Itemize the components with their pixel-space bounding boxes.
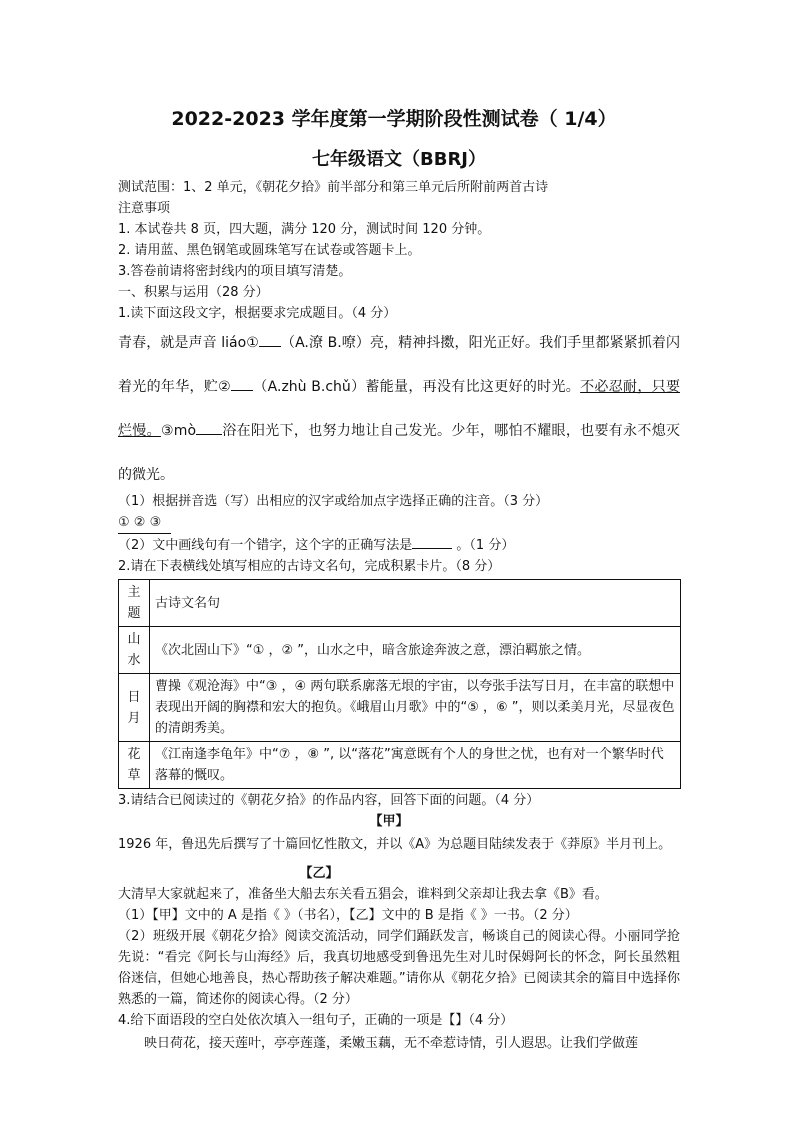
question-1-passage [118,321,680,497]
table-topic: 日月 [119,674,150,742]
question-2-stem: 2.请在下表横线处填写相应的古诗文名句，完成积累卡片。（8 分） [118,559,501,574]
notes-heading: 注意事项 [118,201,171,216]
note-item-3: 3.答卷前请将密封线内的项目填写清楚。 [118,264,352,279]
sub-2-text: （2）文中画线句有一个错字，这个字的正确写法是 [118,538,413,553]
jia-mark: 【甲】 [369,814,409,829]
note-item-2: 2. 请用蓝、黑色钢笔或圆珠笔写在试卷或答题卡上。 [118,243,421,258]
question-3-stem: 3.请结合已阅读过的《朝花夕拾》的作品内容，回答下面的问题。（4 分） [118,793,540,808]
table-topic: 山水 [119,627,150,674]
passage-part-1: 青春，就是声音 liáo① [118,335,259,351]
passage-part-2: （A.潦 B.嘹）亮，精神抖擞，阳光正好。我们手里都紧紧抓着闪着光的年华，贮② [118,335,680,395]
section-heading: 一、积累与运用（28 分） [118,285,269,300]
answer-blank-1[interactable] [259,332,281,347]
table-row [119,627,681,674]
note-item-1: 1. 本试卷共 8 页，四大题，满分 120 分，测试时间 120 分钟。 [118,222,491,237]
jia-text: 1926 年，鲁迅先后撰写了十篇回忆性散文，并以《A》为总题目陆续发表于《莽原》半月刊上。 [118,837,672,852]
answer-slots: ① ② ③ [118,512,171,534]
question-4-stem: 4.给下面语段的空白处依次填入一组句子，正确的一项是【】（4 分） [118,1013,514,1028]
page-subtitle: 七年级语文（BBRJ） [312,149,486,170]
question-1-sub-2 [118,534,680,556]
page-title: 2022-2023 学年度第一学期阶段性测试卷（ 1/4） [171,108,617,130]
yi-mark: 【乙】 [299,866,339,881]
passage-part-4: ③mò [160,423,197,439]
table-content[interactable]: 《次北固山下》“① ，② ”，山水之中，暗含旅途奔波之意，漂泊羁旅之情。 [150,627,681,674]
question-3-sub-1: （1）【甲】文中的 A 是指《 》（书名），【乙】文中的 B 是指《 》一书。（2 分） [118,908,578,923]
yi-text: 大清早大家就起来了，准备坐大船去东关看五猖会，谁料到父亲却让我去拿《B》看。 [118,887,608,902]
answer-blank-3[interactable] [196,420,222,435]
table-row [119,580,681,627]
answer-blank-typo[interactable] [412,534,452,549]
question-1-sub-1: （1）根据拼音选（写）出相应的汉字或给加点字选择正确的注音。（3 分） [118,494,549,509]
table-row [119,674,681,742]
table-row [119,742,681,789]
answer-blank-2[interactable] [231,376,253,391]
table-header-topic: 主题 [119,580,150,627]
question-3-sub-2: （2）班级开展《朝花夕拾》阅读交流活动，同学们踊跃发言，畅谈自己的阅读心得。小丽同学抢先说：“看完《阿长与山海经》后，我真切地感受到鲁迅先生对儿时保姆阿长的怀念，阿长虽然粗俗迷信，但她心地善良，热心帮助孩子解决难题。”请你从《朝花夕拾》已阅读其余的篇目中选择你熟悉的一篇，简述你的阅读心得。（2 分） [118,929,680,1007]
test-scope: 测试范围：1、2 单元，《朝花夕拾》前半部分和第三单元后所附前两首古诗 [118,180,549,195]
table-content[interactable]: 曹操《观沧海》中“③ ，④ 两句联系廓落无垠的宇宙，以夸张手法写日月，在丰富的联想中表现出开阔的胸襟和宏大的抱负。《峨眉山月歌》中的“⑤ ，⑥ ”，则以柔美月光，尽显夜色的清朗秀美。 [150,674,681,742]
table-header-content: 古诗文名句 [150,580,681,627]
question-4-text: 映日荷花，接天莲叶，亭亭莲蓬，柔嫩玉藕，无不牵惹诗情，引人遐思。让我们学做莲 [144,1036,639,1051]
passage-part-3: （A.zhù B.chǔ）蓄能量，再没有比这更好的时光。 [253,379,581,395]
poem-card-table [118,579,681,789]
passage-part-5: 浴在阳光下，也努力地让自己发光。少年，哪怕不耀眼，也要有永不熄灭的微光。 [118,423,680,483]
sub-2-score: 。（1 分） [452,538,515,553]
question-1-stem: 1.读下面这段文字，根据要求完成题目。（4 分） [118,306,397,321]
table-topic: 花草 [119,742,150,789]
table-content[interactable]: 《江南逢李龟年》中“⑦ ，⑧ ”, 以“落花”寓意既有个人的身世之忧，也有对一个繁华时代落幕的慨叹。 [150,742,681,789]
exam-page [118,104,680,1054]
underlined-sentence: 不必忍耐，只要烂慢。 [118,379,680,439]
answer-line-1[interactable] [118,512,680,534]
